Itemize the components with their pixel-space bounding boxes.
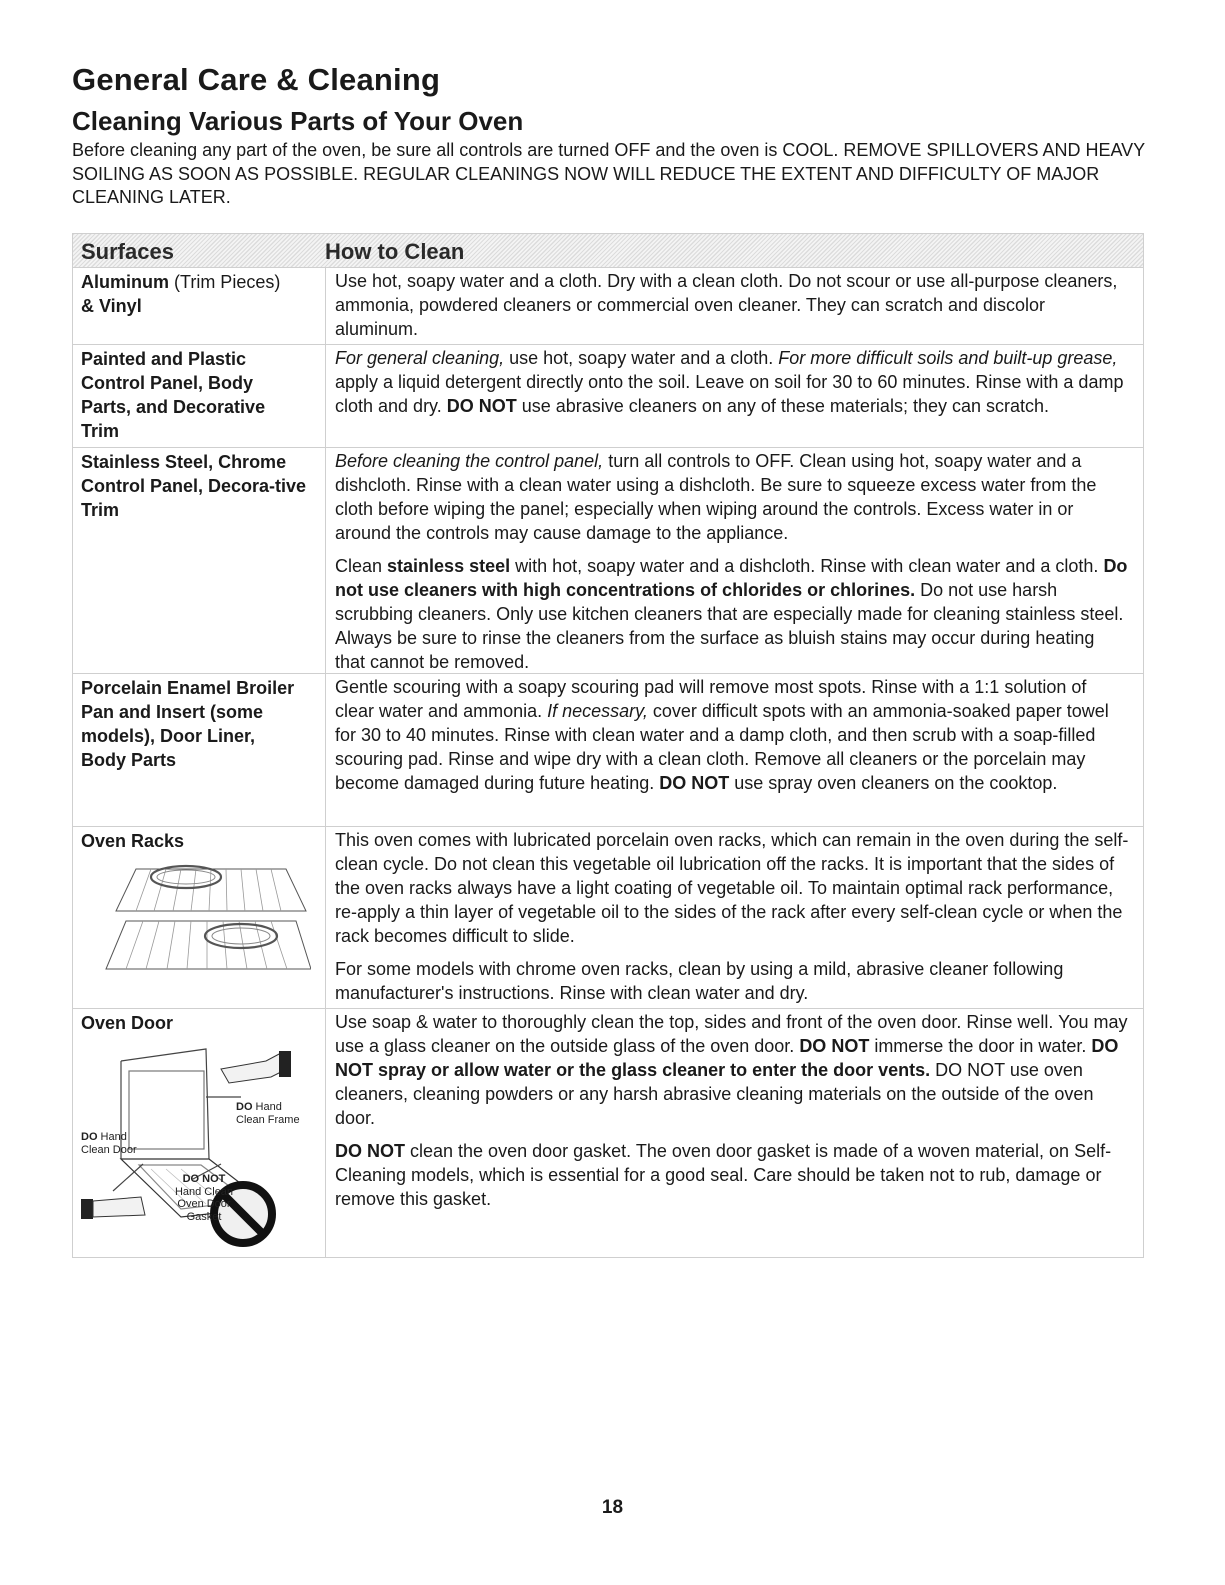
surface-name: Porcelain Enamel Broiler Pan and Insert (some models), Door Liner, Body Parts <box>81 678 295 770</box>
oven-door-illustration <box>81 1039 311 1253</box>
table-row <box>73 826 1143 1008</box>
surface-cell <box>73 674 326 826</box>
column-header-how-to-clean: How to Clean <box>325 239 465 264</box>
how-to-clean-cell <box>326 448 1143 673</box>
how-to-clean-cell <box>326 268 1143 344</box>
spray-bottle-icon <box>221 1051 291 1083</box>
surface-cell <box>73 448 326 673</box>
surface-name: & Vinyl <box>81 296 142 316</box>
instruction-text: Clean stainless steel with hot, soapy water and a dishcloth. Rinse with clean water and a cloth. Do not use cleaners with high concentrations of chlorides or chlorines. Do not use harsh scrubbing cleaners. Only use kitchen cleaners that are especially made for cleaning stainless steel. Always be sure to rinse the cleaners from the surface as bluish stains may occur during heating that cannot be removed. <box>335 556 1128 672</box>
surface-cell <box>73 268 326 344</box>
surface-cell <box>73 827 326 1008</box>
how-to-clean-cell <box>326 827 1143 1008</box>
surface-name: Oven Racks <box>81 831 185 851</box>
cleaning-table <box>72 233 1144 1258</box>
page-number: 18 <box>601 1497 624 1518</box>
column-header-surfaces: Surfaces <box>81 239 174 264</box>
surface-qualifier: (Trim Pieces) <box>169 272 281 292</box>
how-to-clean-cell <box>326 345 1143 447</box>
page-title: General Care & Cleaning <box>72 62 441 97</box>
table-row <box>73 447 1143 673</box>
table-row <box>73 267 1143 344</box>
section-title: Cleaning Various Parts of Your Oven <box>72 106 524 136</box>
instruction-text: DO NOT clean the oven door gasket. The oven door gasket is made of a woven material, on Self-Cleaning models, which is essential for a good seal. Care should be taken not to rub, damage or remove this gasket. <box>335 1141 1112 1209</box>
instruction-text: Before cleaning the control panel, turn all controls to OFF. Clean using hot, soapy water and a dishcloth. Rinse with a clean water using a dishcloth. Be sure to squeeze excess water from the cloth before wiping the panel; especially when wiping around the controls. Excess water in or around the controls may cause damage to the appliance. <box>335 451 1097 543</box>
table-row <box>73 344 1143 447</box>
how-to-clean-cell <box>326 674 1143 826</box>
instruction-text: For general cleaning, use hot, soapy water and a cloth. For more difficult soils and built-up grease, apply a liquid detergent directly onto the soil. Leave on soil for 30 to 60 minutes. Rinse with a damp cloth and dry. DO NOT use abrasive cleaners on any of these materials; they can scratch. <box>335 348 1124 416</box>
instruction-text: Use hot, soapy water and a cloth. Dry with a clean cloth. Do not scour or use all-purpose cleaners, ammonia, powdered cleaners or commercial oven cleaner. They can scratch and discolor aluminum. <box>335 271 1118 339</box>
surface-name: Oven Door <box>81 1013 174 1033</box>
instruction-text: For some models with chrome oven racks, clean by using a mild, abrasive cleaner following manufacturer's instructions. Rinse with clean water and dry. <box>335 959 1064 1003</box>
instruction-text: This oven comes with lubricated porcelain oven racks, which can remain in the oven during the self-clean cycle. Do not clean this vegetable oil lubrication off the racks. It is important that the sides of the oven racks always have a light coating of vegetable oil. To maintain optimal rack performance, re-apply a thin layer of vegetable oil to the sides of the rack after every self-clean cycle or when the rack becomes difficult to slide. <box>335 830 1129 946</box>
instruction-text: Gentle scouring with a soapy scouring pad will remove most spots. Rinse with a 1:1 solution of clear water and ammonia. If necessary, cover difficult spots with an ammonia-soaked paper towel for 30 to 40 minutes. Rinse with clean water and a damp cloth, and then scrub with a soap-filled scouring pad. Rinse and wipe dry with a clean cloth. Remove all cleaners or the porcelain may become damaged during future heating. DO NOT use spray oven cleaners on the cooktop. <box>335 677 1109 793</box>
table-header <box>73 234 1143 267</box>
oven-rack-illustration <box>101 861 311 981</box>
figure-label-gasket: DO NOT Hand Clean Oven Door Gasket <box>174 1173 234 1223</box>
intro-paragraph: Before cleaning any part of the oven, be sure all controls are turned OFF and the oven is COOL. REMOVE SPILLOVERS AND HEAVY SOILING AS SOON AS POSSIBLE. REGULAR CLEANINGS NOW WILL REDUCE THE EXTENT AND DIFFICULTY OF MAJOR CLEANING LATER. <box>72 140 1145 207</box>
surface-name: Aluminum <box>81 272 169 292</box>
surface-cell <box>73 345 326 447</box>
surface-name: Painted and Plastic Control Panel, Body Parts, and Decorative Trim <box>81 349 266 441</box>
table-row <box>73 1008 1143 1257</box>
table-row <box>73 673 1143 826</box>
surface-cell <box>73 1009 326 1257</box>
how-to-clean-cell <box>326 1009 1143 1257</box>
instruction-text: Use soap & water to thoroughly clean the top, sides and front of the oven door. Rinse well. You may use a glass cleaner on the outside glass of the oven door. DO NOT immerse the door in water. DO NOT spray or allow water or the glass cleaner to enter the door vents. DO NOT use oven cleaners, cleaning powders or any harsh abrasive cleaning materials on the outside of the oven door. <box>335 1012 1128 1128</box>
figure-label-door: DO Hand Clean Door <box>81 1131 137 1156</box>
figure-label-frame: DO Hand Clean Frame <box>236 1101 300 1126</box>
spray-bottle-icon <box>81 1197 145 1219</box>
surface-name: Stainless Steel, Chrome Control Panel, Decora-tive Trim <box>81 452 307 520</box>
